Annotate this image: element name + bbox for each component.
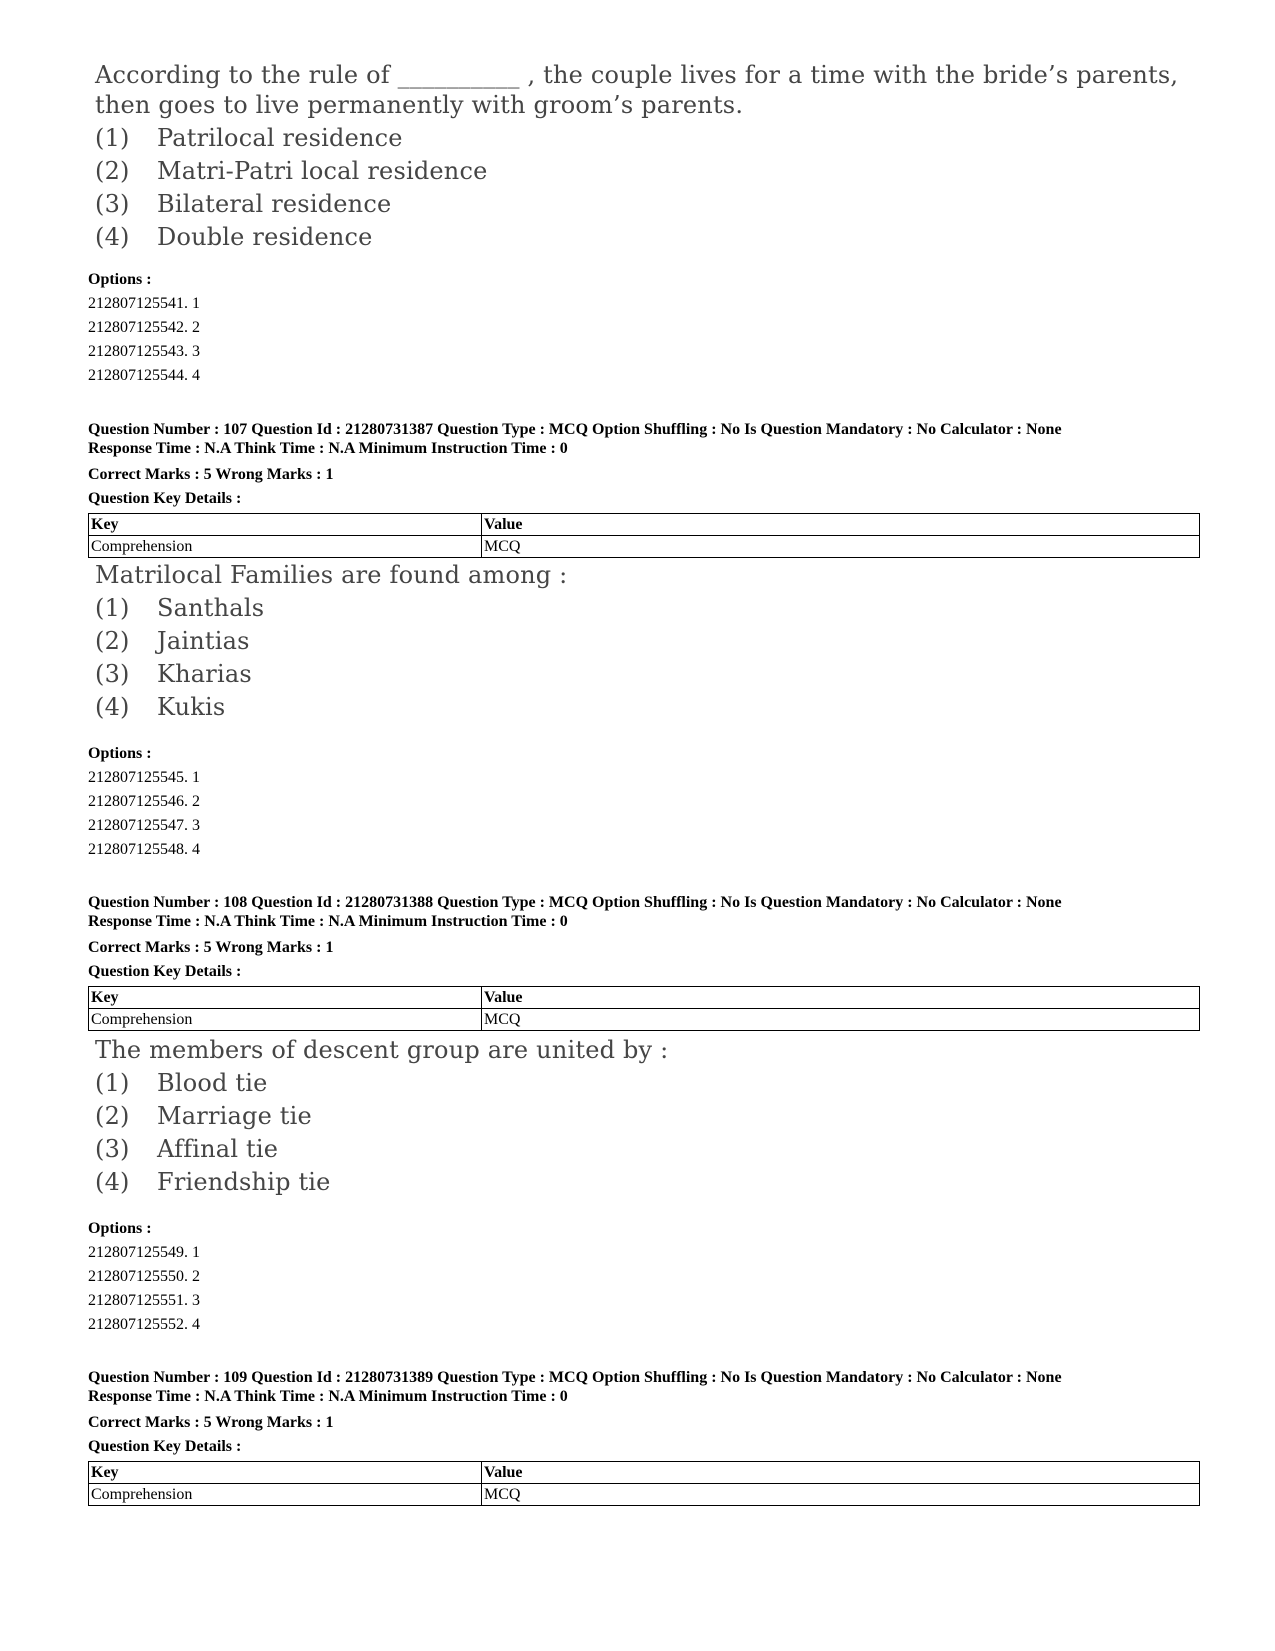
options-list-108 [88,1217,200,1337]
question-107-image [95,560,1210,724]
table-cell-value: MCQ [482,536,1200,558]
question-108-header [88,893,1200,1031]
question-meta: Question Number : 107 Question Id : 21280731387 Question Type : MCQ Option Shuffling : No Is Question Mandatory : No Calculator : None [88,421,1062,438]
option-id: 212807125542. 2 [88,319,200,336]
choice-3: (3) Bilateral residence [95,190,392,218]
option-id: 212807125550. 2 [88,1268,200,1285]
choice-4: (4) Kukis [95,693,226,721]
choice-2: (2) Matri-Patri local residence [95,157,488,185]
choice-1: (1) Blood tie [95,1069,268,1097]
options-list-107 [88,742,200,862]
question-timing: Response Time : N.A Think Time : N.A Minimum Instruction Time : 0 [88,1388,568,1405]
question-107-header [88,420,1200,558]
option-id: 212807125541. 1 [88,295,200,312]
table-cell-value: MCQ [482,1484,1200,1506]
question-marks: Correct Marks : 5 Wrong Marks : 1 [88,466,334,483]
options-title: Options : [88,745,152,762]
choice-4: (4) Friendship tie [95,1168,331,1196]
option-id: 212807125552. 4 [88,1316,200,1333]
choice-2: (2) Jaintias [95,627,250,655]
option-id: 212807125549. 1 [88,1244,200,1261]
options-title: Options : [88,271,152,288]
table-header-key: Key [89,987,482,1009]
question-marks: Correct Marks : 5 Wrong Marks : 1 [88,1414,334,1431]
question-timing: Response Time : N.A Think Time : N.A Minimum Instruction Time : 0 [88,913,568,930]
option-id: 212807125548. 4 [88,841,200,858]
table-cell-key: Comprehension [89,1009,482,1031]
table-cell-key: Comprehension [89,1484,482,1506]
option-id: 212807125545. 1 [88,769,200,786]
question-timing: Response Time : N.A Think Time : N.A Minimum Instruction Time : 0 [88,440,568,457]
question-stem: Matrilocal Families are found among : [95,561,568,589]
table-header-value: Value [482,1462,1200,1484]
key-value-table [88,513,1200,558]
question-marks: Correct Marks : 5 Wrong Marks : 1 [88,939,334,956]
table-header-value: Value [482,514,1200,536]
table-cell-value: MCQ [482,1009,1200,1031]
question-meta: Question Number : 109 Question Id : 21280731389 Question Type : MCQ Option Shuffling : No Is Question Mandatory : No Calculator : None [88,1369,1062,1386]
question-109-header [88,1368,1200,1506]
key-details-label: Question Key Details : [88,963,242,980]
table-cell-key: Comprehension [89,536,482,558]
option-id: 212807125543. 3 [88,343,200,360]
question-stem: The members of descent group are united by : [95,1036,669,1064]
table-header-value: Value [482,987,1200,1009]
option-id: 212807125551. 3 [88,1292,200,1309]
choice-3: (3) Kharias [95,660,252,688]
options-list-106 [88,268,200,388]
choice-3: (3) Affinal tie [95,1135,279,1163]
question-meta: Question Number : 108 Question Id : 21280731388 Question Type : MCQ Option Shuffling : No Is Question Mandatory : No Calculator : None [88,894,1062,911]
options-title: Options : [88,1220,152,1237]
table-header-key: Key [89,1462,482,1484]
key-value-table [88,1461,1200,1506]
option-id: 212807125546. 2 [88,793,200,810]
option-id: 212807125544. 4 [88,367,200,384]
question-106-image [95,60,1210,254]
key-details-label: Question Key Details : [88,490,242,507]
choice-1: (1) Patrilocal residence [95,124,403,152]
option-id: 212807125547. 3 [88,817,200,834]
key-details-label: Question Key Details : [88,1438,242,1455]
question-stem: According to the rule of __________ , the couple lives for a time with the bride’s parents, then goes to live permanently with groom’s parents. [95,61,1179,119]
choice-4: (4) Double residence [95,223,373,251]
question-108-image [95,1035,1210,1199]
table-header-key: Key [89,514,482,536]
choice-2: (2) Marriage tie [95,1102,312,1130]
key-value-table [88,986,1200,1031]
choice-1: (1) Santhals [95,594,265,622]
